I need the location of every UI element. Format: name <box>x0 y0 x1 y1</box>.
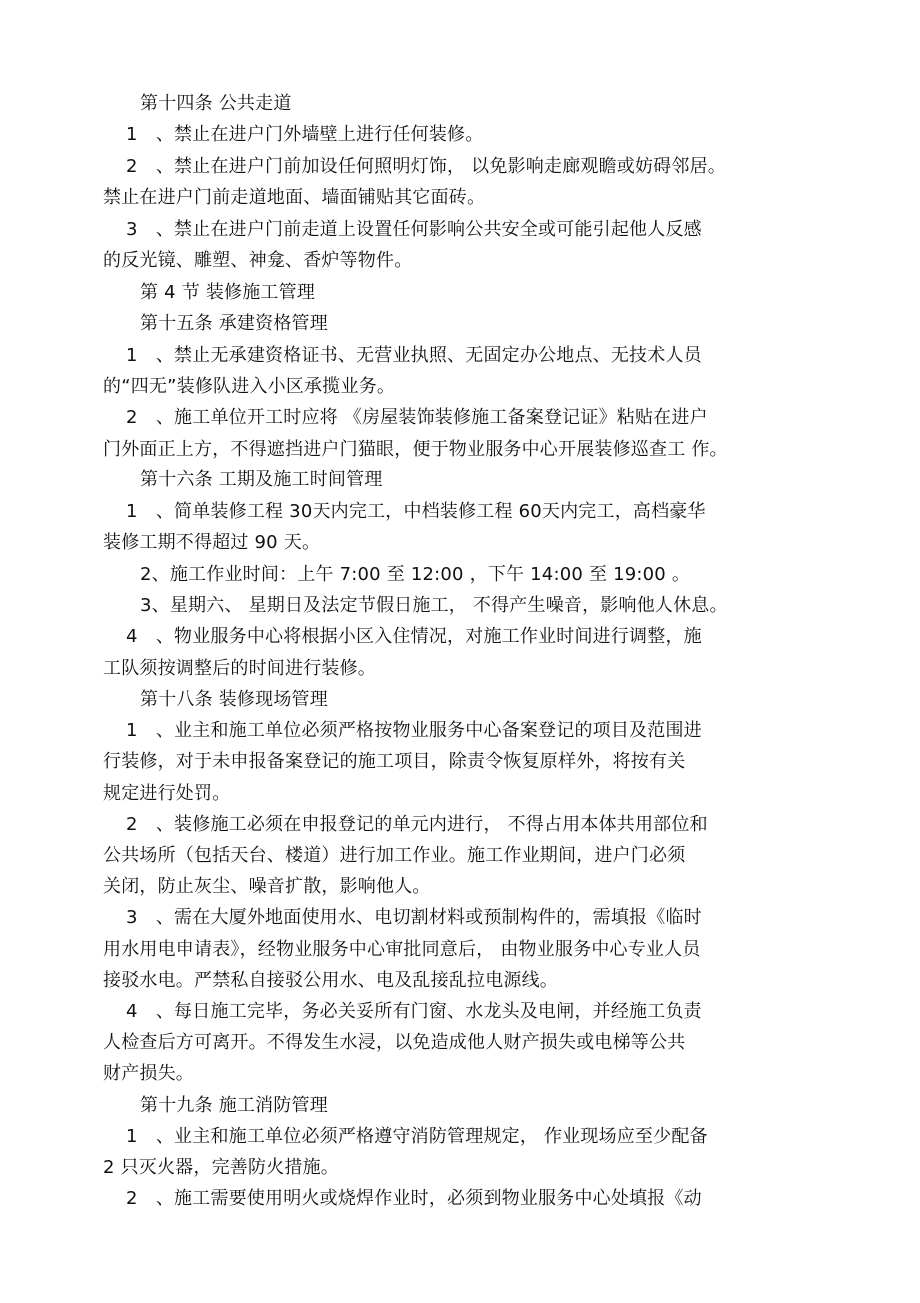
article-18-item-3-cont-2: 接驳水电。严禁私自接驳公用水、电及乱接乱拉电源线。 <box>103 970 558 991</box>
article-15-item-2: 2 、施工单位开工时应将 《房屋装饰装修施工备案登记证》粘贴在进户 <box>126 407 708 428</box>
article-18-item-1-cont-1: 行装修，对于未申报备案登记的施工项目，除责令恢复原样外，将按有关 <box>103 751 686 772</box>
article-14-item-2: 2 、禁止在进户门前加设任何照明灯饰， 以免影响走廊观瞻或妨碍邻居。 <box>126 156 726 177</box>
article-16-item-1-cont: 装修工期不得超过 90 天。 <box>103 532 321 553</box>
article-16-item-3: 3、星期六、 星期日及法定节假日施工， 不得产生噪音，影响他人休息。 <box>140 595 728 616</box>
article-16-heading: 第十六条 工期及施工时间管理 <box>140 469 383 490</box>
article-14-item-3: 3 、禁止在进户门前走道上设置任何影响公共安全或可能引起他人反感 <box>126 219 702 240</box>
article-15-item-1-cont: 的“四无”装修队进入小区承揽业务。 <box>103 376 396 397</box>
article-15-item-1: 1 、禁止无承建资格证书、无营业执照、无固定办公地点、无技术人员 <box>126 345 702 366</box>
article-14-heading: 第十四条 公共走道 <box>140 93 292 114</box>
article-18-item-2: 2 、装修施工必须在申报登记的单元内进行， 不得占用本体共用部位和 <box>126 814 708 835</box>
section-4-heading: 第 4 节 装修施工管理 <box>140 282 316 303</box>
article-14-item-2-cont: 禁止在进户门前走道地面、墙面铺贴其它面砖。 <box>103 187 486 208</box>
article-18-item-4-cont-1: 人检查后方可离开。不得发生水浸，以免造成他人财产损失或电梯等公共 <box>103 1032 686 1053</box>
article-16-item-4: 4 、物业服务中心将根据小区入住情况，对施工作业时间进行调整，施 <box>126 626 702 647</box>
article-16-item-1: 1 、简单装修工程 30天内完工，中档装修工程 60天内完工，高档豪华 <box>126 501 706 522</box>
article-18-item-2-cont-2: 关闭，防止灰尘、噪音扩散，影响他人。 <box>103 876 431 897</box>
article-19-item-1-cont: 2 只灭火器，完善防火措施。 <box>103 1157 339 1178</box>
article-19-heading: 第十九条 施工消防管理 <box>140 1095 328 1116</box>
article-15-item-2-cont: 门外面正上方，不得遮挡进户门猫眼，便于物业服务中心开展装修巡查工 作。 <box>103 439 728 460</box>
article-18-item-4-cont-2: 财产损失。 <box>103 1063 194 1084</box>
article-19-item-1: 1 、业主和施工单位必须严格遵守消防管理规定， 作业现场应至少配备 <box>126 1126 708 1147</box>
article-15-heading: 第十五条 承建资格管理 <box>140 313 328 334</box>
article-18-item-3-cont-1: 用水用电申请表》，经物业服务中心审批同意后， 由物业服务中心专业人员 <box>103 939 701 960</box>
article-16-item-2: 2、施工作业时间：上午 7:00 至 12:00 ，下午 14:00 至 19:00 。 <box>140 564 691 585</box>
article-18-item-1: 1 、业主和施工单位必须严格按物业服务中心备案登记的项目及范围进 <box>126 720 702 741</box>
article-14-item-1: 1 、禁止在进户门外墙壁上进行任何装修。 <box>126 124 484 145</box>
article-18-item-4: 4 、每日施工完毕，务必关妥所有门窗、水龙头及电闸，并经施工负责 <box>126 1001 702 1022</box>
article-14-item-3-cont: 的反光镜、雕塑、神龛、香炉等物件。 <box>103 250 413 271</box>
article-18-item-2-cont-1: 公共场所（包括天台、楼道）进行加工作业。施工作业期间，进户门必须 <box>103 845 686 866</box>
article-18-heading: 第十八条 装修现场管理 <box>140 689 328 710</box>
article-16-item-4-cont: 工队须按调整后的时间进行装修。 <box>103 658 376 679</box>
article-18-item-3: 3 、需在大厦外地面使用水、电切割材料或预制构件的，需填报《临时 <box>126 907 702 928</box>
article-18-item-1-cont-2: 规定进行处罚。 <box>103 783 231 804</box>
article-19-item-2: 2 、施工需要使用明火或烧焊作业时，必须到物业服务中心处填报《动 <box>126 1188 702 1209</box>
